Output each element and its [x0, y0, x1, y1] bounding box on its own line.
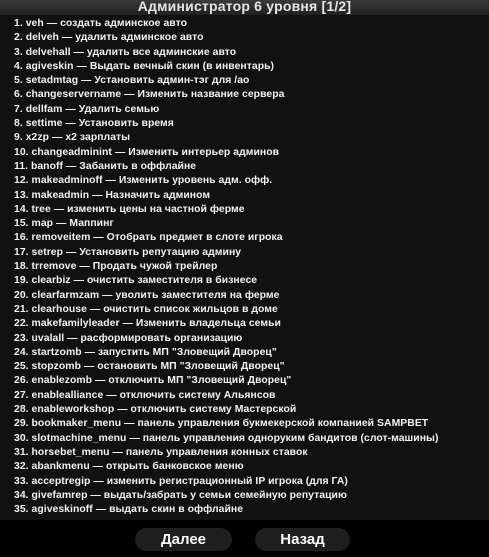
command-list-item[interactable]: 9. x2zp — x2 зарплаты [14, 132, 131, 144]
command-list [14, 17, 438, 517]
command-list-item[interactable]: 31. horsebet_menu — панель управления конных ставок [14, 446, 308, 458]
dialog-content [0, 15, 489, 520]
command-list-item[interactable]: 33. acceptregip — изменить регистрационный IP игрока (для ГА) [14, 475, 348, 487]
command-list-item[interactable]: 1. veh — создать админское авто [14, 18, 187, 29]
command-list-item[interactable]: 29. bookmaker_menu — панель управления букмекерской компанией SAMPBET [14, 418, 429, 430]
command-list-item[interactable]: 3. delvehall — удалить все админские авто [14, 46, 237, 58]
command-list-item[interactable]: 32. abankmenu — открыть банковское меню [14, 461, 244, 473]
command-list-item[interactable]: 27. enablealliance — отключить систему Альянсов [14, 389, 276, 401]
command-list-item[interactable]: 24. startzomb — запустить МП "Зловещий Дворец" [14, 346, 277, 358]
command-list-item[interactable]: 22. makefamilyleader — Изменить владельца семьи [14, 318, 281, 330]
command-list-item[interactable]: 14. tree — изменить цены на частной ферме [14, 203, 245, 215]
dialog-title: Администратор 6 уровня [1/2] [137, 0, 352, 14]
command-list-item[interactable]: 7. dellfam — Удалить семью [14, 103, 160, 115]
command-list-item[interactable]: 8. settime — Установить время [14, 118, 174, 130]
command-list-item[interactable]: 23. uvalall — расформировать организацию [14, 332, 243, 344]
command-list-item[interactable]: 26. enablezomb — отключить МП "Зловещий Дворец" [14, 375, 292, 387]
command-list-item[interactable]: 17. setrep — Установить репутацию админу [14, 246, 242, 258]
command-list-item[interactable]: 18. trremove — Продать чужой трейлер [14, 261, 218, 273]
command-list-item[interactable]: 25. stopzomb — остановить МП "Зловещий Дворец" [14, 361, 285, 373]
dialog-titlebar [0, 0, 489, 16]
command-list-item[interactable]: 34. givefamrep — выдать/забрать у семьи семейную репутацию [14, 489, 347, 501]
next-button[interactable]: Далее [135, 528, 232, 551]
command-list-item[interactable]: 2. delveh — удалить админское авто [14, 32, 204, 44]
command-list-item[interactable]: 12. makeadminoff — Изменить уровень адм. офф. [14, 175, 273, 187]
command-list-item[interactable]: 19. clearbiz — очистить заместителя в бизнесе [14, 275, 258, 287]
command-list-item[interactable]: 21. clearhouse — очистить список жильцов в доме [14, 303, 278, 315]
command-list-item[interactable]: 30. slotmachine_menu — панель управления одноруким бандитов (слот-машины) [14, 432, 439, 444]
command-list-item[interactable]: 11. banoff — Забанить в оффлайне [14, 160, 197, 172]
command-list-item[interactable]: 10. changeadminint — Изменить интерьер админов [14, 146, 280, 158]
command-list-item[interactable]: 35. agiveskinoff — выдать скин в оффлайне [14, 504, 244, 516]
command-list-item[interactable]: 16. removeitem — Отобрать предмет в слоте игрока [14, 232, 283, 244]
command-list-item[interactable]: 13. makeadmin — Назначить админом [14, 189, 211, 201]
dialog-footer [0, 520, 489, 557]
back-button[interactable]: Назад [255, 528, 350, 551]
command-list-item[interactable]: 5. setadmtag — Установить админ-тэг для /ао [14, 75, 250, 87]
command-list-item[interactable]: 6. changeservername — Изменить название сервера [14, 89, 285, 101]
command-list-item[interactable]: 20. clearfarmzam — уволить заместителя на ферме [14, 289, 280, 301]
command-list-item[interactable]: 15. map — Маппинг [14, 218, 114, 230]
command-list-item[interactable]: 4. agiveskin — Выдать вечный скин (в инвентарь) [14, 60, 275, 72]
command-list-item[interactable]: 28. enableworkshop — отключить систему Мастерской [14, 404, 297, 416]
